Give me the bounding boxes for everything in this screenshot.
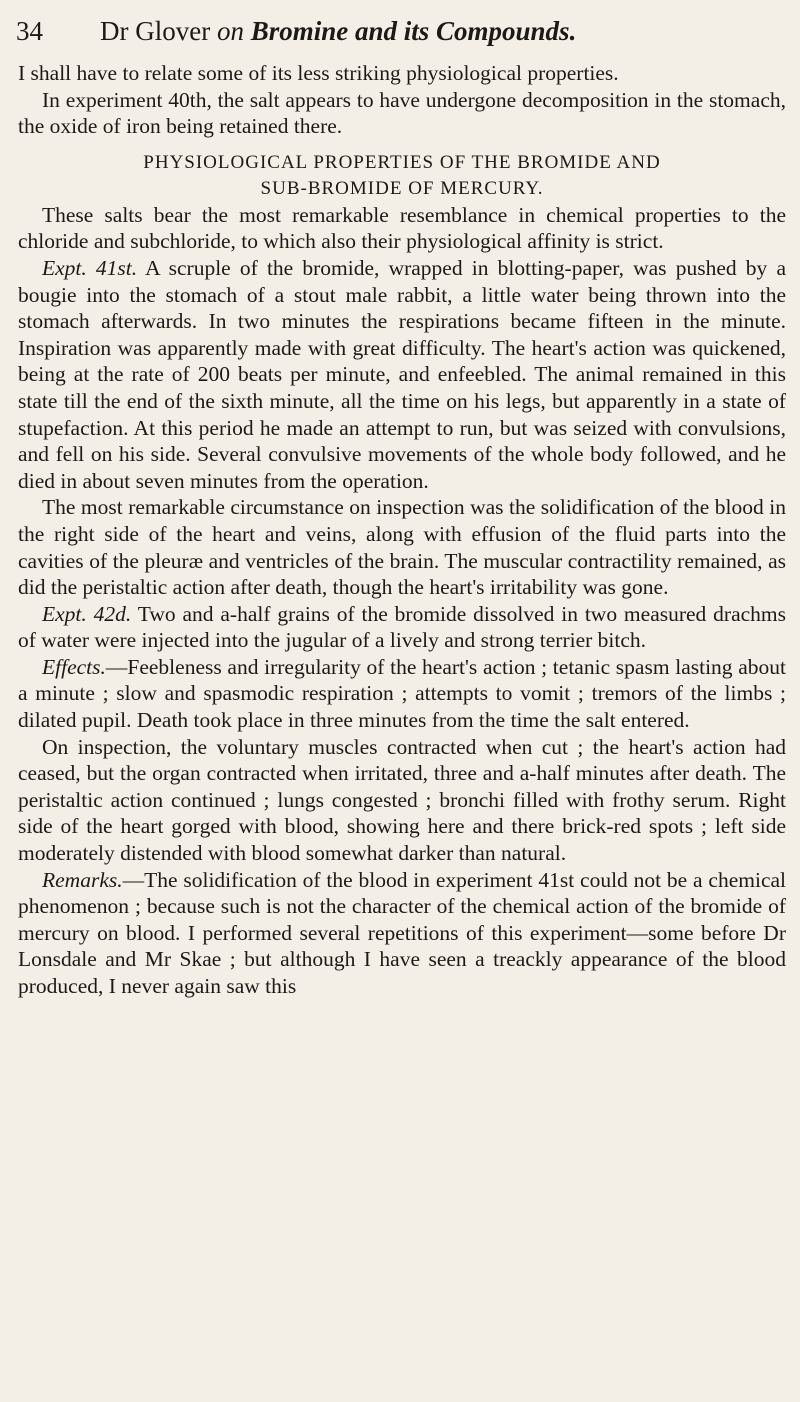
remarks-label: Remarks. [42,867,123,892]
page-body [18,60,786,1000]
experiment-42-label: Expt. 42d. [42,601,132,626]
paragraph-salts-resemblance: These salts bear the most remarkable resemblance in chemical properties to the chloride and subchloride, to which also their physiological affinity is strict. [18,202,786,254]
running-subject: Bromine and its Compounds. [250,16,577,46]
paragraph-effects [18,654,786,734]
experiment-42-text: Two and a-half grains of the bromide dissolved in two measured drachms of water were injected into the jugular of a lively and strong terrier bitch. [18,601,786,653]
experiment-41-label: Expt. 41st. [42,255,138,280]
paragraph-experiment-40: In experiment 40th, the salt appears to have undergone decomposition in the stomach, the oxide of iron being retained there. [18,87,786,139]
paragraph-remarks [18,867,786,1000]
running-head [100,16,576,47]
paragraph-intro: I shall have to relate some of its less striking physiological properties. [18,61,619,85]
paragraph-experiment-42 [18,601,786,654]
section-heading-line-1: PHYSIOLOGICAL PROPERTIES OF THE BROMIDE AND [143,151,661,173]
section-heading-line-2: SUB-BROMIDE OF MERCURY. [260,177,544,199]
paragraph-inspection-42: On inspection, the voluntary muscles contracted when cut ; the heart's action had ceased, but the organ contracted when irritated, three and a-half minutes after death. The peristaltic action continued ; lungs congested ; bronchi filled with frothy serum. Right side of the heart gorged with blood, showing here and there brick-red spots ; left side moderately distended with blood somewhat darker than natural. [18,734,786,866]
effects-text: —Feebleness and irregularity of the heart's action ; tetanic spasm lasting about a minute ; slow and spasmodic respiration ; attempts to vomit ; tremors of the limbs ; dilated pupil. Death took place in three minutes from the time the salt entered. [18,654,786,733]
running-on: on [216,16,244,46]
page-header [0,10,800,50]
page-number: 34 [16,16,43,46]
running-author: Dr Glover [100,16,211,46]
experiment-41-text: A scruple of the bromide, wrapped in blotting-paper, was pushed by a bougie into the stomach of a stout male rabbit, a little water being thrown into the stomach afterwards. In two minutes the respirations became fifteen in the minute. Inspiration was apparently made with great difficulty. The heart's action was quickened, being at the rate of 200 beats per minute, and enfeebled. The animal remained in this state till the end of the sixth minute, all the time on his legs, but apparently in a state of stupefaction. At this period he made an attempt to run, but was seized with convulsions, and fell on his side. Several convulsive movements of the whole body followed, and he died in about seven minutes from the operation. [18,255,786,493]
remarks-text: —The solidification of the blood in experiment 41st could not be a chemical phenomenon ; because such is not the character of the chemical action of the bromide of mercury on blood. I performed several repetitions of this experiment—some before Dr Lonsdale and Mr Skae ; but although I have seen a treackly appearance of the blood produced, I never again saw this [18,867,786,998]
paragraph-inspection-41: The most remarkable circumstance on inspection was the solidification of the blood in the right side of the heart and veins, along with effusion of the fluid parts into the cavities of the pleuræ and ventricles of the brain. The muscular contractility remained, as did the peristaltic action after death, though the heart's irritability was gone. [18,495,786,600]
paragraph-experiment-41 [18,255,786,494]
section-heading [18,150,786,202]
effects-label: Effects. [42,654,106,679]
